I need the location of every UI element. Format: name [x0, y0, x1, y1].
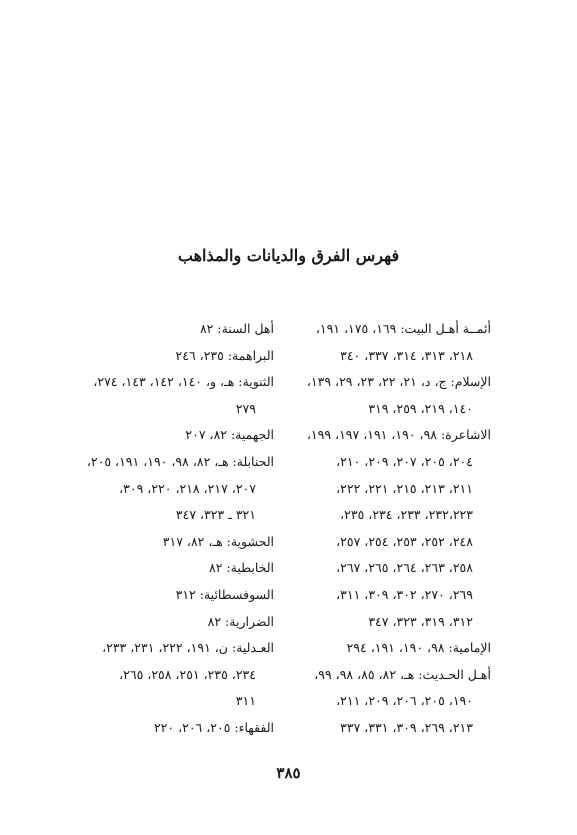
- index-entry-continuation: ٢٧٩: [235, 400, 256, 416]
- index-entry-line: العـدلية: ن، ١٩١، ٢٢٢، ٢٣١، ٢٣٣،: [102, 640, 274, 656]
- index-entry-line: الثنوية: هـ، و، ١٤٠، ١٤٢، ١٤٣، ٢٧٤،: [93, 374, 274, 390]
- index-entry-continuation: ٢٠٧، ٢١٧، ٢١٨، ٢٢٠، ٣٠٩،: [119, 480, 256, 496]
- index-entry-continuation: ٢١١، ٢١٣، ٢١٥، ٢٢١، ٢٢٢،: [336, 480, 473, 496]
- index-entry-line: الجهمية: ٨٢، ٢٠٧: [185, 427, 274, 443]
- index-entry-line: الفقهاء: ٢٠٥، ٢٠٦، ٢٢٠: [153, 719, 274, 735]
- index-entry-line: الاشاعرة: ٩٨، ١٩٠، ١٩١، ١٩٧، ١٩٩،: [306, 427, 491, 443]
- index-entry-line: الإمامية: ٩٨، ١٩٠، ١٩١، ٢٩٤: [346, 640, 491, 656]
- index-entry-line: أئمــة أهـل البيت: ١٦٩، ١٧٥، ١٩١،: [315, 321, 491, 336]
- index-entry-line: الحشوية: هـ، ٨٢، ٣١٧: [162, 533, 274, 549]
- index-entry-continuation: ٢٥٨، ٢٦٣، ٢٦٤، ٢٦٥، ٢٦٧،: [336, 560, 473, 576]
- index-entry-continuation: ٢٠٤، ٢٠٥، ٢٠٧، ٢٠٩، ٢١٠،: [336, 453, 473, 469]
- index-entry-line: الحنابلة: هـ، ٨٢، ٩٨، ١٩٠، ١٩١، ٢٠٥،: [86, 453, 274, 469]
- index-entry-continuation: ٢١٣، ٢٦٩، ٣٠٩، ٣٣١، ٣٣٧: [340, 719, 473, 735]
- index-entry-continuation: ٢١٨، ٣١٣، ٣١٤، ٣٣٧، ٣٤٠: [340, 347, 473, 363]
- index-entry-line: أهـل الحـديث: هـ، ٨٢، ٨٥، ٩٨، ٩٩،: [314, 666, 491, 682]
- index-column-left: [46, 316, 274, 742]
- index-entry-continuation: ٣١٢، ٣١٩، ٣٢٣، ٣٤٧: [368, 613, 473, 629]
- index-entry-continuation: ١٤٠، ٢١٩، ٢٥٩، ٣١٩: [368, 400, 473, 416]
- index-entry-continuation: ٢٤٨، ٢٥٢، ٢٥٣، ٢٥٤، ٢٥٧،: [336, 533, 473, 549]
- index-entry-continuation: ٢٣٤، ٢٣٥، ٢٥١، ٢٥٨، ٢٦٥،: [119, 666, 256, 682]
- page-title: فهرس الفرق والديانات والمذاهب: [177, 246, 400, 265]
- index-entry-line: الخابطية: ٨٢: [209, 560, 274, 576]
- index-entry-line: الإسلام: ج، د، ٢١، ٢٢، ٢٣، ٢٩، ١٣٩،: [306, 374, 491, 390]
- index-entry-continuation: ٣٢١ ـ ٣٢٣، ٣٤٧: [175, 507, 256, 523]
- index-entry-continuation: ٢٦٩، ٢٧٠، ٣٠٢، ٣٠٩، ٣١١،: [336, 586, 473, 602]
- index-entry-continuation: ٢٣٢،٢٢٣، ٢٣٣، ٢٣٤، ٢٣٥،: [340, 507, 473, 523]
- index-entry-line: السوفسطائية: ٣١٢: [175, 586, 274, 602]
- index-column-right: [286, 316, 491, 742]
- index-entry-continuation: ١٩٠، ٢٠٥، ٢٠٦، ٢٠٩، ٢١١،: [336, 693, 473, 709]
- index-entry-line: الضرارية: ٨٢: [207, 613, 274, 629]
- index-entry-continuation: ٣١١: [235, 693, 256, 709]
- index-entry-line: البراهمة: ٢٣٥، ٢٤٦: [175, 347, 274, 363]
- page-number: ٣٨٥: [276, 764, 301, 782]
- index-entry-line: أهل السنة: ٨٢: [199, 321, 274, 336]
